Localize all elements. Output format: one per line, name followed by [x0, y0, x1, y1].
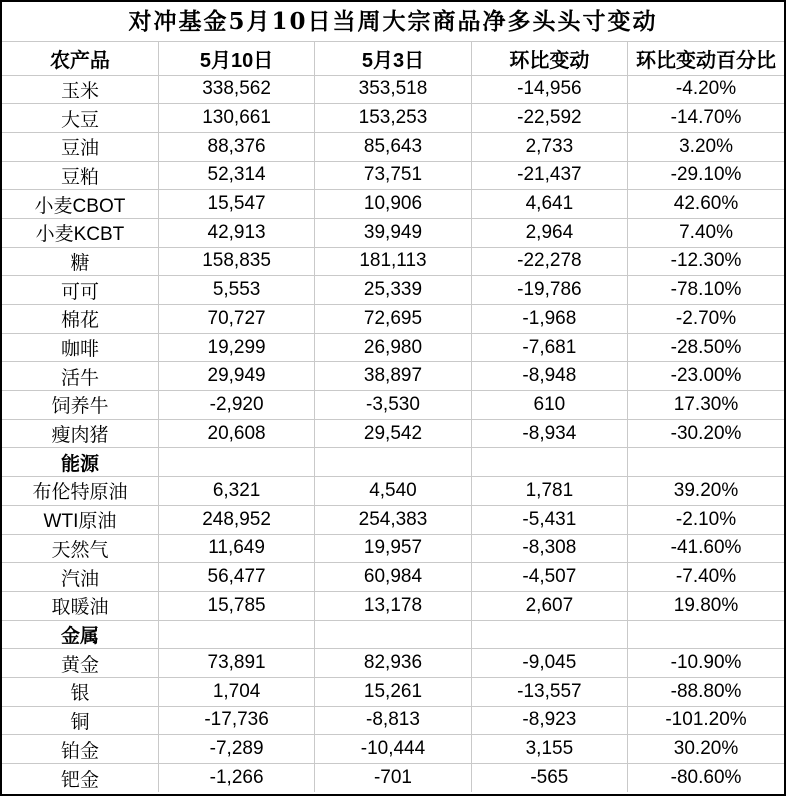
value-cell: 13,178 [315, 591, 471, 620]
table-row [2, 218, 784, 247]
value-cell: -7,289 [158, 735, 314, 764]
table-row [2, 735, 784, 764]
empty-cell [628, 448, 784, 477]
value-cell: 1,704 [158, 677, 314, 706]
value-cell: -88.80% [628, 677, 784, 706]
value-cell: 72,695 [315, 305, 471, 334]
commodity-name-cell: 棉花 [2, 305, 158, 334]
value-cell: -21,437 [471, 161, 627, 190]
value-cell: -2.10% [628, 505, 784, 534]
value-cell: 52,314 [158, 161, 314, 190]
value-cell: 73,891 [158, 649, 314, 678]
table-row [2, 276, 784, 305]
commodity-name-cell: 可可 [2, 276, 158, 305]
commodity-name-cell: 取暖油 [2, 591, 158, 620]
value-cell: 158,835 [158, 247, 314, 276]
value-cell: -14,956 [471, 75, 627, 104]
table-header [2, 42, 784, 75]
commodity-name-cell: 饲养牛 [2, 391, 158, 420]
value-cell: -23.00% [628, 362, 784, 391]
value-cell: 15,547 [158, 190, 314, 219]
value-cell: 153,253 [315, 104, 471, 133]
commodity-name-cell: 糖 [2, 247, 158, 276]
value-cell: 19,299 [158, 333, 314, 362]
value-cell: 5,553 [158, 276, 314, 305]
value-cell: -80.60% [628, 764, 784, 793]
data-table [2, 42, 784, 792]
table-row [2, 305, 784, 334]
value-cell: 2,733 [471, 132, 627, 161]
value-cell: -101.20% [628, 706, 784, 735]
commodity-name-cell: 豆粕 [2, 161, 158, 190]
value-cell: -14.70% [628, 104, 784, 133]
commodity-name-cell: 小麦KCBT [2, 218, 158, 247]
section-header-row [2, 620, 784, 649]
table-row [2, 75, 784, 104]
value-cell: 130,661 [158, 104, 314, 133]
table-body [2, 75, 784, 792]
value-cell: -13,557 [471, 677, 627, 706]
value-cell: 19.80% [628, 591, 784, 620]
value-cell: 26,980 [315, 333, 471, 362]
commodity-name-cell: 玉米 [2, 75, 158, 104]
value-cell: 2,607 [471, 591, 627, 620]
commodity-name-cell: 铜 [2, 706, 158, 735]
commodity-name-cell: 天然气 [2, 534, 158, 563]
value-cell: -3,530 [315, 391, 471, 420]
table-row [2, 563, 784, 592]
value-cell: -8,923 [471, 706, 627, 735]
value-cell: 30.20% [628, 735, 784, 764]
commodity-name-cell: 汽油 [2, 563, 158, 592]
value-cell: 70,727 [158, 305, 314, 334]
value-cell: -41.60% [628, 534, 784, 563]
empty-cell [158, 448, 314, 477]
table-row [2, 649, 784, 678]
value-cell: 254,383 [315, 505, 471, 534]
value-cell: 73,751 [315, 161, 471, 190]
table-row [2, 677, 784, 706]
empty-cell [315, 620, 471, 649]
empty-cell [471, 448, 627, 477]
value-cell: 2,964 [471, 218, 627, 247]
commodity-name-cell: 布伦特原油 [2, 477, 158, 506]
value-cell: 1,781 [471, 477, 627, 506]
value-cell: 15,261 [315, 677, 471, 706]
value-cell: -22,278 [471, 247, 627, 276]
commodity-name-cell: 黄金 [2, 649, 158, 678]
column-header-may3: 5月3日 [315, 42, 471, 75]
value-cell: 6,321 [158, 477, 314, 506]
value-cell: -5,431 [471, 505, 627, 534]
commodity-name-cell: 小麦CBOT [2, 190, 158, 219]
value-cell: -2,920 [158, 391, 314, 420]
table-row [2, 477, 784, 506]
value-cell: 56,477 [158, 563, 314, 592]
header-row [2, 42, 784, 75]
value-cell: 3.20% [628, 132, 784, 161]
table-row [2, 391, 784, 420]
commodity-name-cell: 银 [2, 677, 158, 706]
empty-cell [158, 620, 314, 649]
table-row [2, 764, 784, 793]
value-cell: -8,813 [315, 706, 471, 735]
commodity-name-cell: 瘦肉猪 [2, 419, 158, 448]
value-cell: -28.50% [628, 333, 784, 362]
value-cell: -9,045 [471, 649, 627, 678]
column-header-may10: 5月10日 [158, 42, 314, 75]
value-cell: 10,906 [315, 190, 471, 219]
table-row [2, 362, 784, 391]
value-cell: -78.10% [628, 276, 784, 305]
column-header-wow-change: 环比变动 [471, 42, 627, 75]
value-cell: 25,339 [315, 276, 471, 305]
value-cell: -19,786 [471, 276, 627, 305]
value-cell: -8,308 [471, 534, 627, 563]
value-cell: 85,643 [315, 132, 471, 161]
value-cell: -4.20% [628, 75, 784, 104]
value-cell: 338,562 [158, 75, 314, 104]
value-cell: 3,155 [471, 735, 627, 764]
value-cell: -1,968 [471, 305, 627, 334]
column-header-category: 农产品 [2, 42, 158, 75]
section-title: 金属 [2, 620, 158, 649]
table-row [2, 190, 784, 219]
empty-cell [315, 448, 471, 477]
value-cell: 7.40% [628, 218, 784, 247]
value-cell: -8,934 [471, 419, 627, 448]
commodity-name-cell: 钯金 [2, 764, 158, 793]
value-cell: -22,592 [471, 104, 627, 133]
value-cell: 60,984 [315, 563, 471, 592]
commodity-name-cell: 铂金 [2, 735, 158, 764]
table-title: 对冲基金5月10日当周大宗商品净多头头寸变动 [2, 2, 784, 42]
value-cell: -8,948 [471, 362, 627, 391]
column-header-wow-change-pct: 环比变动百分比 [628, 42, 784, 75]
value-cell: 181,113 [315, 247, 471, 276]
value-cell: 4,641 [471, 190, 627, 219]
table-row [2, 591, 784, 620]
value-cell: 42.60% [628, 190, 784, 219]
commodity-name-cell: WTI原油 [2, 505, 158, 534]
section-header-row [2, 448, 784, 477]
value-cell: 42,913 [158, 218, 314, 247]
empty-cell [471, 620, 627, 649]
value-cell: -30.20% [628, 419, 784, 448]
table-row [2, 419, 784, 448]
commodity-name-cell: 咖啡 [2, 333, 158, 362]
value-cell: 19,957 [315, 534, 471, 563]
value-cell: -29.10% [628, 161, 784, 190]
table-row [2, 505, 784, 534]
value-cell: 39,949 [315, 218, 471, 247]
commodity-name-cell: 活牛 [2, 362, 158, 391]
table-row [2, 706, 784, 735]
value-cell: -10,444 [315, 735, 471, 764]
value-cell: -701 [315, 764, 471, 793]
empty-cell [628, 620, 784, 649]
section-title: 能源 [2, 448, 158, 477]
value-cell: -565 [471, 764, 627, 793]
value-cell: 248,952 [158, 505, 314, 534]
value-cell: -10.90% [628, 649, 784, 678]
table-row [2, 333, 784, 362]
value-cell: 15,785 [158, 591, 314, 620]
value-cell: 39.20% [628, 477, 784, 506]
value-cell: -7,681 [471, 333, 627, 362]
value-cell: -2.70% [628, 305, 784, 334]
commodity-name-cell: 豆油 [2, 132, 158, 161]
value-cell: -17,736 [158, 706, 314, 735]
value-cell: 11,649 [158, 534, 314, 563]
value-cell: 20,608 [158, 419, 314, 448]
value-cell: 29,949 [158, 362, 314, 391]
value-cell: -4,507 [471, 563, 627, 592]
value-cell: 353,518 [315, 75, 471, 104]
value-cell: 4,540 [315, 477, 471, 506]
value-cell: -1,266 [158, 764, 314, 793]
commodity-name-cell: 大豆 [2, 104, 158, 133]
value-cell: 17.30% [628, 391, 784, 420]
table-row [2, 161, 784, 190]
table-row [2, 247, 784, 276]
table-row [2, 132, 784, 161]
value-cell: -7.40% [628, 563, 784, 592]
table-row [2, 534, 784, 563]
value-cell: 82,936 [315, 649, 471, 678]
value-cell: -12.30% [628, 247, 784, 276]
value-cell: 88,376 [158, 132, 314, 161]
table-row [2, 104, 784, 133]
value-cell: 38,897 [315, 362, 471, 391]
value-cell: 29,542 [315, 419, 471, 448]
value-cell: 610 [471, 391, 627, 420]
